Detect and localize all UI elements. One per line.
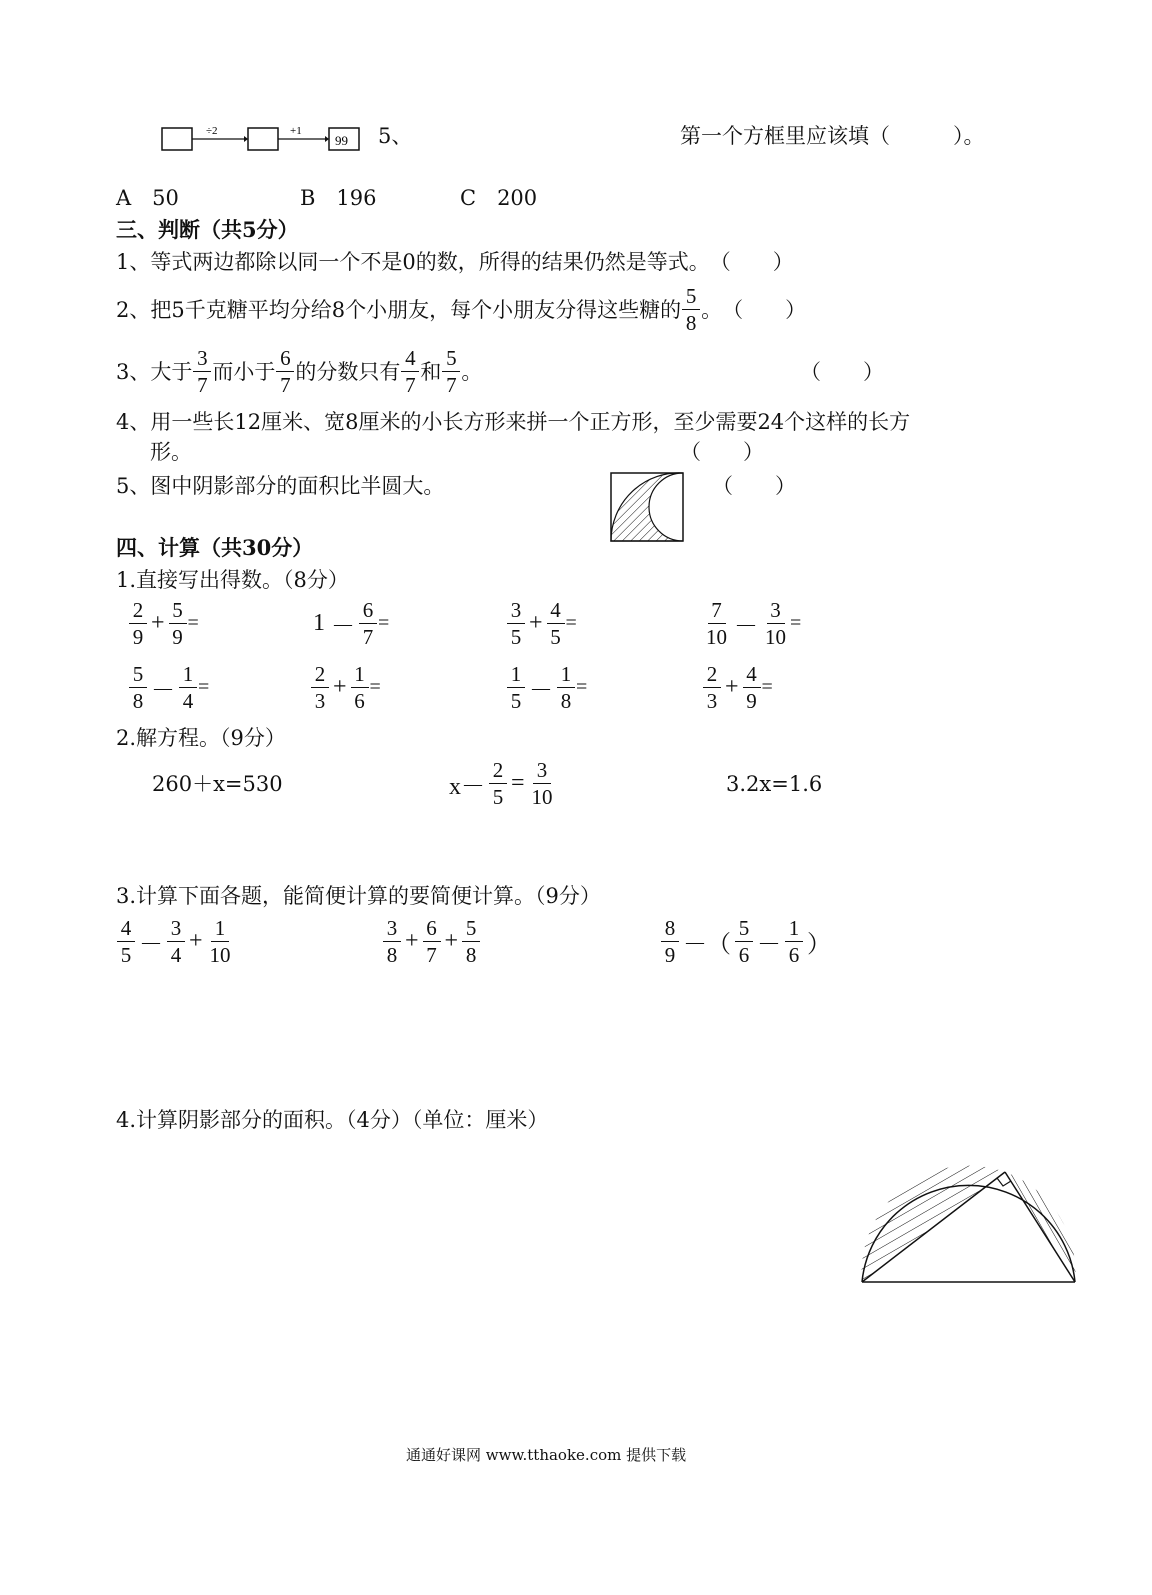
fraction-numerator: 3 (507, 598, 525, 624)
fraction (117, 916, 135, 967)
shaded-left-segment (862, 1166, 1005, 1282)
fraction-numerator: 5 (169, 598, 187, 624)
fraction (762, 598, 789, 649)
fraction (359, 598, 377, 649)
fraction (167, 916, 185, 967)
fraction-denominator: 3 (706, 689, 718, 713)
fraction-numerator: 4 (401, 346, 419, 372)
judge-q4-answer-paren: （ ） (680, 440, 764, 464)
judge-q3-fraction-1 (193, 346, 211, 397)
q5-number: 5、 (378, 124, 413, 148)
judge-q2-fraction (682, 284, 700, 335)
fraction-numerator: 2 (311, 662, 329, 688)
fraction-denominator: 8 (465, 943, 477, 967)
operator: + (333, 674, 347, 700)
judge-q2 (116, 284, 806, 335)
flow-diagram (160, 118, 365, 156)
judge-q2-text: 2、把5千克糖平均分给8个小朋友，每个小朋友分得这些糖的 (116, 297, 682, 322)
flow-label-2: +1 (290, 125, 302, 137)
fraction-denominator: 7 (405, 373, 416, 397)
fraction-denominator: 8 (685, 311, 697, 335)
fraction-numerator: 3 (193, 346, 211, 372)
equals-sign: = (378, 612, 390, 634)
judge-q3 (116, 346, 482, 397)
fraction (743, 662, 761, 713)
footer-source: 通通好课网 www.tthaoke.com 提供下载 (406, 1446, 687, 1464)
calc-part1-title: 1.直接写出得数。（8分） (116, 568, 349, 592)
calc-part2-title: 2.解方程。（9分） (116, 726, 286, 750)
fraction (489, 758, 507, 809)
fraction-numerator: 3 (383, 916, 401, 942)
fraction-numerator: 3 (767, 598, 785, 624)
calc-part3-title: 3.计算下面各题，能简便计算的要简便计算。（9分） (116, 884, 601, 908)
fraction-denominator: 5 (492, 785, 504, 809)
equals-sign: = (761, 676, 773, 698)
operator: － (757, 932, 781, 958)
fraction-denominator: 7 (362, 625, 374, 649)
fraction-numerator: 1 (351, 662, 369, 688)
judge-q4-line1: 4、用一些长12厘米、宽8厘米的小长方形来拼一个正方形，至少需要24个这样的长方 (116, 410, 911, 434)
judge-q3-fraction-3 (401, 346, 419, 397)
fraction-denominator: 8 (132, 689, 144, 713)
judge-q3-text-b: 而小于 (212, 359, 276, 384)
operator: － (331, 614, 355, 640)
fraction-denominator: 6 (738, 943, 750, 967)
fraction (129, 662, 147, 713)
fraction (179, 662, 197, 713)
fraction (423, 916, 441, 967)
direct-calc-item (506, 662, 587, 713)
fraction-denominator: 10 (706, 625, 727, 649)
operator: 1 (313, 610, 325, 636)
shaded-region (611, 473, 683, 541)
fraction-numerator: 1 (785, 916, 803, 942)
fraction (785, 916, 803, 967)
fraction-denominator: 4 (182, 689, 194, 713)
semicircle-shaded-figure (856, 1158, 1082, 1288)
fraction-numerator: 5 (129, 662, 147, 688)
operator: + (151, 610, 165, 636)
fraction-denominator: 3 (314, 689, 326, 713)
fraction (351, 662, 369, 713)
operator: + (725, 674, 739, 700)
equation-3: 3.2x=1.6 (726, 772, 823, 796)
operator: x－ (449, 774, 485, 800)
fraction (507, 662, 525, 713)
direct-calc-item (506, 598, 577, 649)
fraction-numerator: 8 (661, 916, 679, 942)
q5-option-a: A 50 (116, 186, 179, 210)
fraction-numerator: 1 (179, 662, 197, 688)
fraction (507, 598, 525, 649)
fraction-denominator: 5 (120, 943, 132, 967)
judge-q2-end: 。 （ ） (701, 297, 807, 322)
direct-calc-item (702, 662, 773, 713)
flow-box-1 (162, 128, 192, 150)
judge-q3-text-d: 和 (420, 359, 442, 384)
q5-prompt: 第一个方框里应该填（ ）。 (680, 124, 985, 148)
operator: － (139, 932, 163, 958)
flow-box-value: 99 (335, 133, 348, 148)
fraction-numerator: 2 (129, 598, 147, 624)
section4-title: 四、计算（共30分） (116, 535, 314, 560)
operator: + (444, 928, 459, 954)
fraction-numerator: 3 (533, 758, 551, 784)
fraction (557, 662, 575, 713)
fraction (207, 916, 234, 967)
fraction-numerator: 7 (708, 598, 726, 624)
operator: + (529, 610, 543, 636)
fraction (311, 662, 329, 713)
judge-q3-text-a: 3、大于 (116, 359, 193, 384)
q5-option-c: C 200 (460, 186, 538, 210)
fraction-numerator: 1 (557, 662, 575, 688)
fraction (529, 758, 556, 809)
fraction (462, 916, 480, 967)
judge-q3-text-c: 的分数只有 (295, 359, 401, 384)
judge-q3-answer-paren: （ ） (800, 360, 884, 384)
equals-sign: = (187, 612, 199, 634)
flow-box-2 (248, 128, 278, 150)
fraction (703, 598, 730, 649)
fraction-numerator: 4 (547, 598, 565, 624)
judge-q1: 1、等式两边都除以同一个不是0的数，所得的结果仍然是等式。 （ ） (116, 250, 794, 274)
direct-calc-item (310, 598, 389, 649)
direct-calc-item (702, 598, 801, 649)
fraction-numerator: 5 (462, 916, 480, 942)
fraction-denominator: 6 (788, 943, 800, 967)
fraction-numerator: 1 (211, 916, 229, 942)
simplify-calc-item (116, 916, 235, 967)
judge-q5: 5、图中阴影部分的面积比半圆大。 (116, 474, 445, 498)
operator: = (511, 770, 525, 796)
fraction (169, 598, 187, 649)
equals-sign: = (198, 676, 210, 698)
fraction-denominator: 5 (510, 689, 522, 713)
fraction (383, 916, 401, 967)
fraction-numerator: 5 (735, 916, 753, 942)
fraction (735, 916, 753, 967)
fraction-denominator: 10 (531, 785, 553, 809)
fraction-numerator: 2 (703, 662, 721, 688)
fraction-denominator: 7 (446, 373, 457, 397)
fraction-numerator: 5 (682, 284, 700, 310)
judge-q3-fraction-4 (442, 346, 460, 397)
judge-q5-answer-paren: （ ） (712, 474, 796, 498)
fraction-denominator: 5 (550, 625, 561, 649)
fraction-denominator: 8 (386, 943, 398, 967)
fraction-denominator: 7 (280, 373, 291, 397)
calc-part4-title: 4.计算阴影部分的面积。（4分）（单位：厘米） (116, 1108, 549, 1132)
fraction (129, 598, 147, 649)
fraction-denominator: 8 (560, 689, 572, 713)
fraction-denominator: 9 (132, 625, 144, 649)
fraction-numerator: 2 (489, 758, 507, 784)
equation-2 (446, 758, 557, 809)
fraction (703, 662, 721, 713)
equals-sign: = (369, 676, 381, 698)
operator: － (151, 678, 175, 704)
direct-calc-item (128, 598, 199, 649)
simplify-calc-item (382, 916, 481, 967)
fraction-numerator: 6 (359, 598, 377, 624)
q5-option-b: B 196 (300, 186, 377, 210)
fraction-denominator: 10 (209, 943, 231, 967)
operator: － (529, 678, 553, 704)
fraction-denominator: 10 (765, 625, 786, 649)
fraction-numerator: 5 (442, 346, 460, 372)
fraction-denominator: 9 (172, 625, 183, 649)
fraction-denominator: 9 (746, 689, 757, 713)
fraction-numerator: 1 (507, 662, 525, 688)
fraction-numerator: 3 (167, 916, 185, 942)
equals-sign: = (790, 612, 802, 634)
direct-calc-item (310, 662, 381, 713)
fraction-denominator: 9 (664, 943, 676, 967)
operator: + (189, 928, 203, 954)
fraction-numerator: 4 (743, 662, 761, 688)
fraction-numerator: 6 (423, 916, 441, 942)
fraction-denominator: 7 (197, 373, 208, 397)
operator: ） (807, 932, 831, 958)
fraction-denominator: 5 (510, 625, 522, 649)
judge-q3-text-e: 。 (461, 359, 483, 384)
equals-sign: = (565, 612, 577, 634)
fraction-denominator: 4 (170, 943, 182, 967)
operator: + (405, 928, 419, 954)
fraction (547, 598, 565, 649)
operator: －（ (683, 932, 731, 958)
judge-q4-line2: 形。 (150, 440, 192, 464)
fraction (661, 916, 679, 967)
fraction-denominator: 7 (426, 943, 437, 967)
direct-calc-item (128, 662, 209, 713)
judge-q3-fraction-2 (276, 346, 294, 397)
equals-sign: = (576, 676, 588, 698)
equation-1: 260＋x=530 (152, 772, 283, 796)
simplify-calc-item (660, 916, 834, 967)
shaded-crescent-figure (608, 470, 686, 544)
section3-title: 三、判断（共5分） (116, 217, 299, 242)
operator: － (734, 614, 758, 640)
flow-label-1: ÷2 (206, 125, 218, 137)
fraction-numerator: 6 (276, 346, 294, 372)
fraction-denominator: 6 (354, 689, 365, 713)
fraction-numerator: 4 (117, 916, 135, 942)
